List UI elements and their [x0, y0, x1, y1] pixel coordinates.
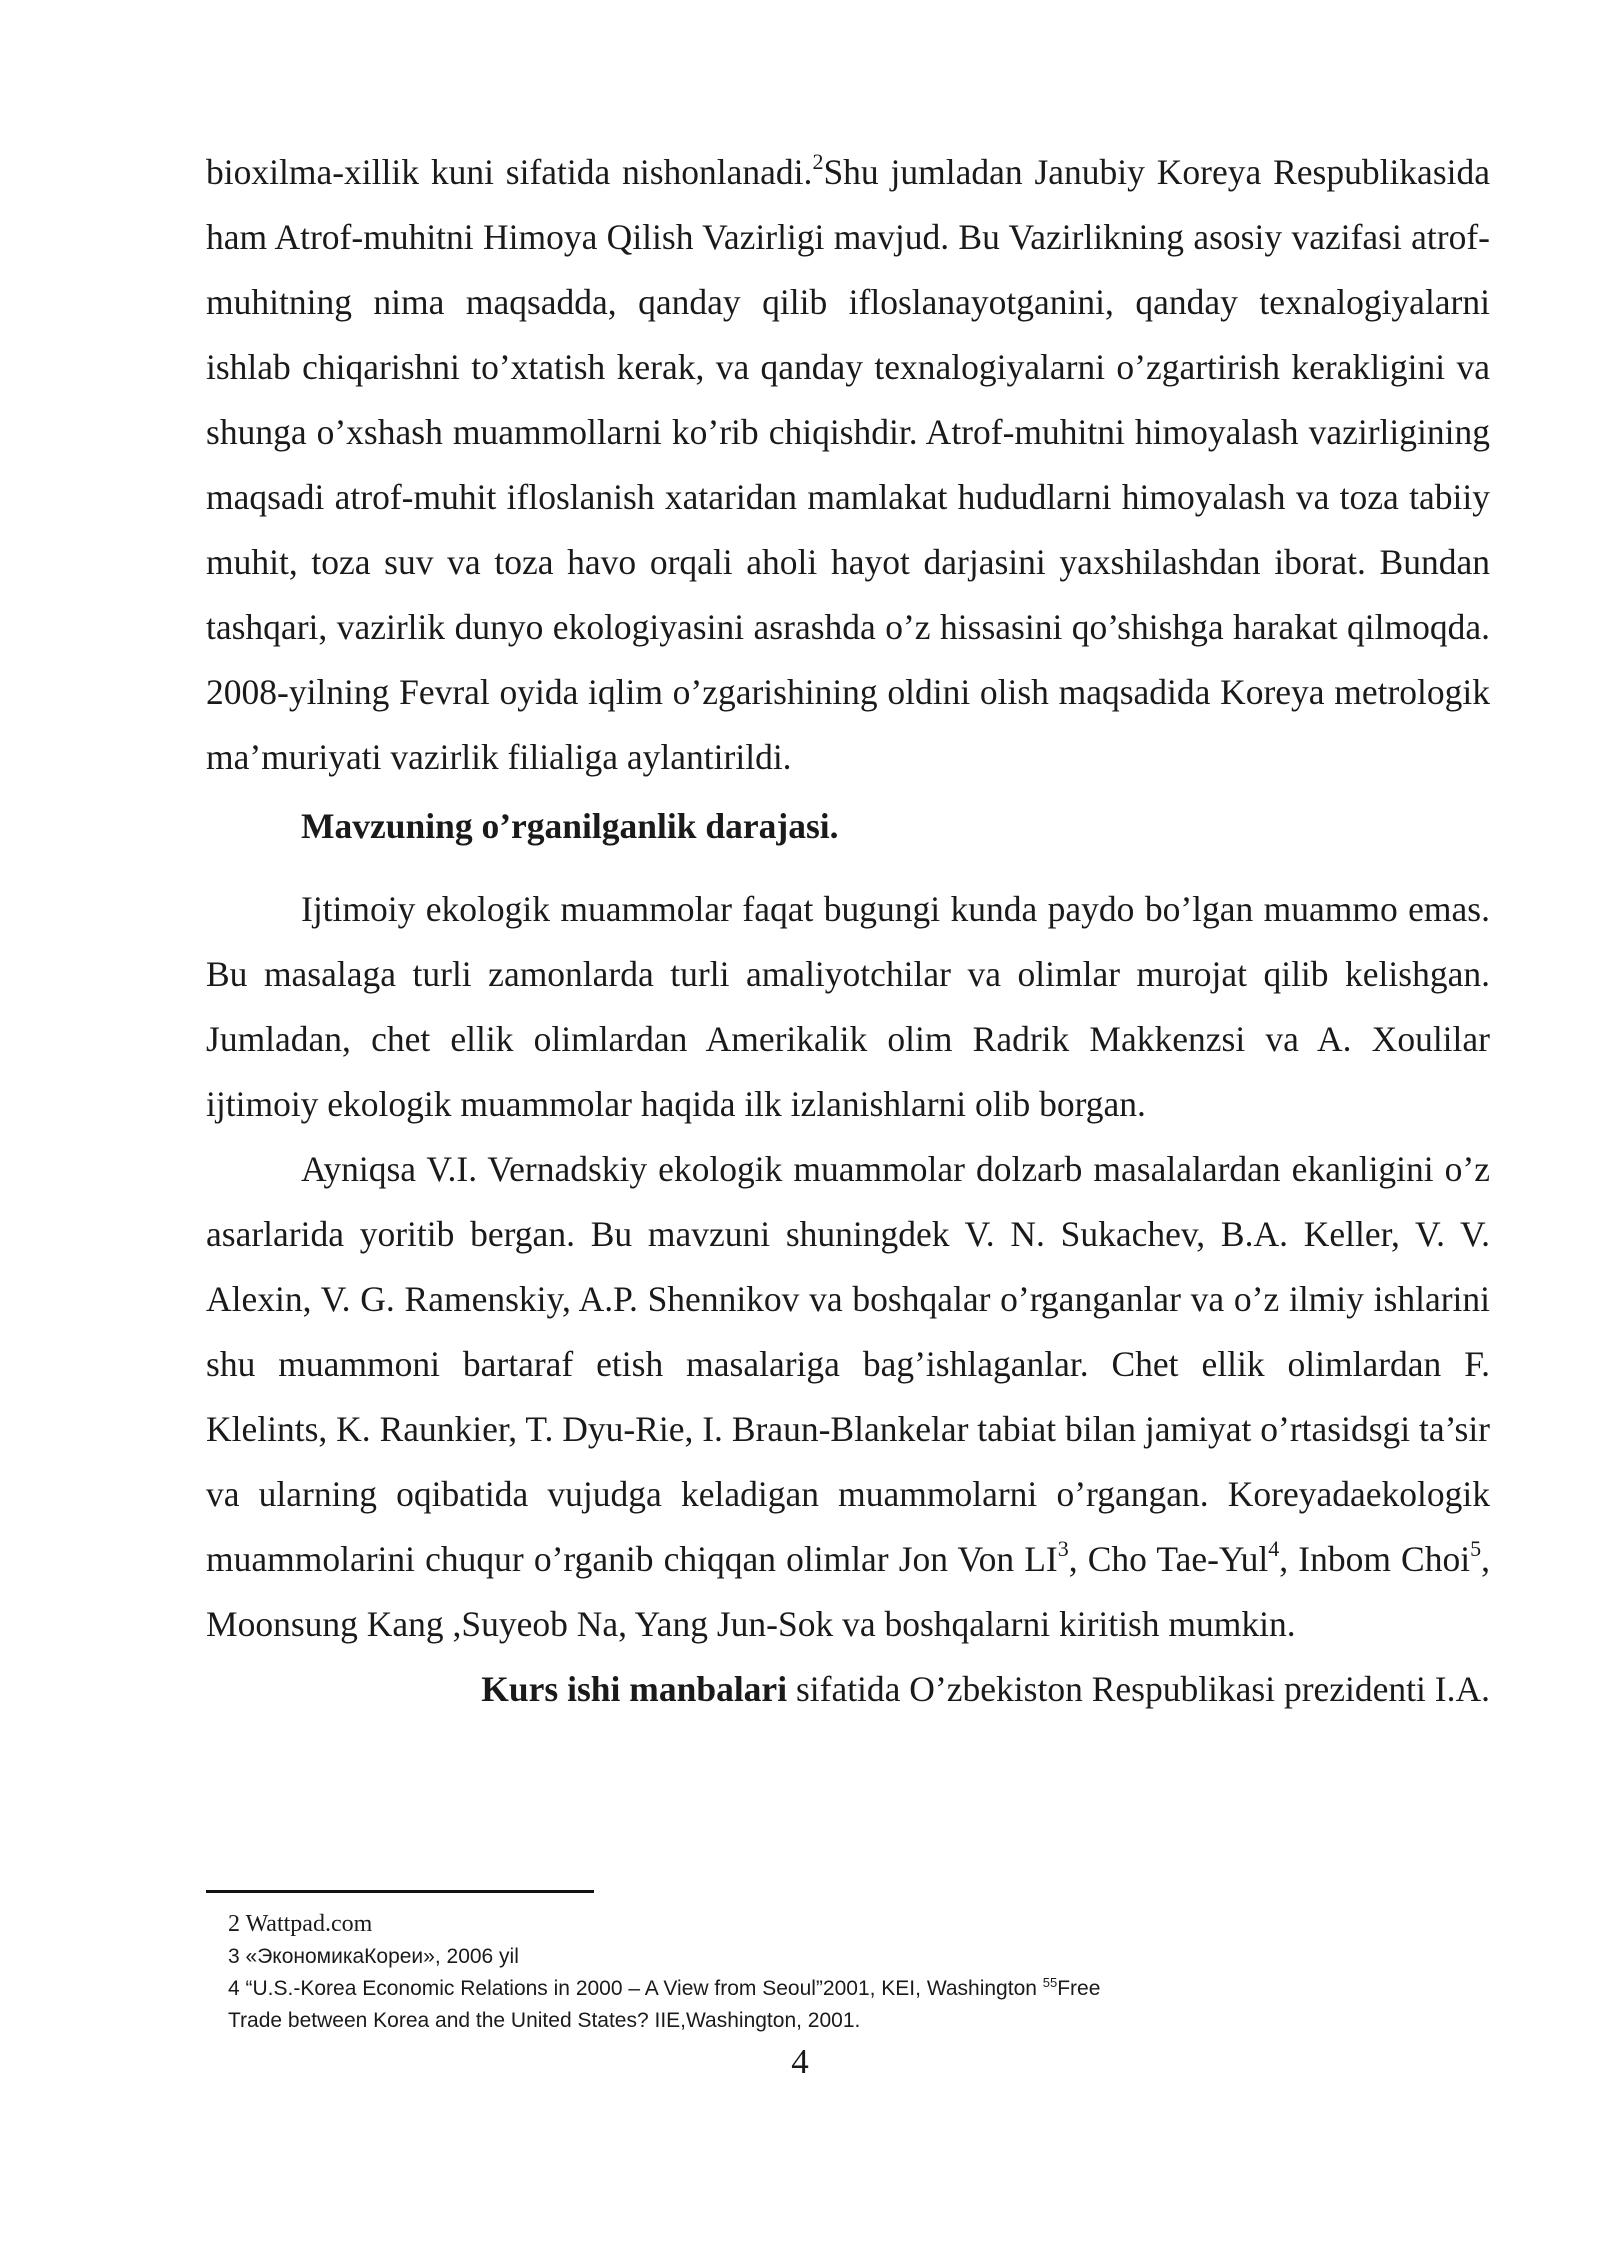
footnotes	[228, 1907, 1228, 2037]
footnote-4-sup: 55	[1042, 1975, 1058, 1990]
footnote-4-text-a: 4 “U.S.-Korea Economic Relations in 2000 – A View from Seoul”2001, KEI, Washington	[228, 1977, 1043, 2000]
paragraph-scientists-text-b: , Cho Tae-Yul	[1068, 1539, 1269, 1579]
footnote-4-continuation: Trade between Korea and the United States? IIE,Washington, 2001.	[228, 2009, 861, 2032]
paragraph-scientists-text-c: , Inbom Choi	[1279, 1539, 1471, 1579]
paragraph-ministry-text-b: Shu jumladan Janubiy Koreya Respublikasida ham Atrof-muhitni Himoya Qilish Vazirligi mavjud. Bu Vazirlikning asosiy vazifasi atrof-muhitning nima maqsadda, qanday qilib ifloslanayotganini, qanday texnalogiyalarni ishlab chiqarishni to’xtatish kerak, va qanday texnalogiyalarni o’zgartirish kerakligini va shunga o’xshash muammollarni ko’rib chiqishdir. Atrof-muhitni himoyalash vazirligining maqsadi atrof-muhit ifloslanish xataridan mamlakat hududlarni himoyalash va toza tabiiy muhit, toza suv va toza havo orqali aholi hayot darjasini yaxshilashdan iborat. Bundan tashqari, vazirlik dunyo ekologiyasini asrashda o’z hissasini qo’shishga harakat qilmoqda. 2008-yilning Fevral oyida iqlim o’zgarishining oldini olish maqsadida Koreya metrologik ma’muriyati vazirlik filialiga aylantirildi.	[206, 152, 1491, 777]
footnote-4	[228, 1973, 1228, 2005]
paragraph-ministry-text-a: bioxilma-xillik kuni sifatida nishonlanadi.	[206, 152, 813, 192]
footnote-ref-4[interactable]: 4	[1268, 1535, 1280, 1561]
paragraph-scientists-text-d: , Moonsung Kang ,Suyeob Na, Yang Jun-Sok va boshqalarni kiritish mumkin.	[206, 1539, 1490, 1644]
section-heading: Mavzuning o’rganilganlik darajasi.	[301, 806, 839, 846]
sources-bold-label: Kurs ishi manbalari	[481, 1669, 788, 1709]
paragraph-scientists-text-a: Ayniqsa V.I. Vernadskiy ekologik muammolar dolzarb masalalardan ekanligini o’z asarlarida yoritib bergan. Bu mavzuni shuningdek V. N. Sukachev, B.A. Keller, V. V. Alexin, V. G. Ramenskiy, A.P. Shennikov va boshqalar o’rganganlar va o’z ilmiy ishlarini shu muammoni bartaraf etish masalariga bag’ishlaganlar. Chet ellik olimlardan F. Klelints, K. Raunkier, T. Dyu-Rie, I. Braun-Blankelar tabiat bilan jamiyat o’rtasidsgi ta’sir va ularning oqibatida vujudga keladigan muammolarni o’rgangan. Koreyadaekologik muammolarini chuqur o’rganib chiqqan olimlar Jon Von LI	[206, 1149, 1490, 1579]
footnote-ref-5[interactable]: 5	[1470, 1535, 1482, 1561]
paragraph-ministry	[206, 140, 1490, 790]
footnote-ref-2[interactable]: 2	[812, 148, 824, 174]
body-text	[206, 140, 1490, 1722]
footnote-4-text-b: Free	[1057, 1977, 1101, 2000]
page-number: 4	[791, 2042, 809, 2081]
footnote-ref-3[interactable]: 3	[1057, 1535, 1069, 1561]
footnote-3: 3 «ЭкономикаКореи», 2006 yil	[228, 1945, 519, 1968]
sources-text: sifatida O’zbekiston Respublikasi prezidenti I.A.	[787, 1669, 1490, 1709]
paragraph-scientists	[206, 1137, 1490, 1657]
footnote-separator	[206, 1890, 594, 1893]
paragraph-social-ecology: Ijtimoiy ekologik muammolar faqat bugungi kunda paydo bo’lgan muammo emas. Bu masalaga turli zamonlarda turli amaliyotchilar va olimlar murojat qilib kelishgan. Jumladan, chet ellik olimlardan Amerikalik olim Radrik Makkenzsi va A. Xoulilar ijtimoiy ekologik muammolar haqida ilk izlanishlarni olib borgan.	[206, 889, 1490, 1124]
paragraph-sources	[206, 1657, 1490, 1722]
footnote-2: 2 Wattpad.com	[228, 1911, 373, 1937]
